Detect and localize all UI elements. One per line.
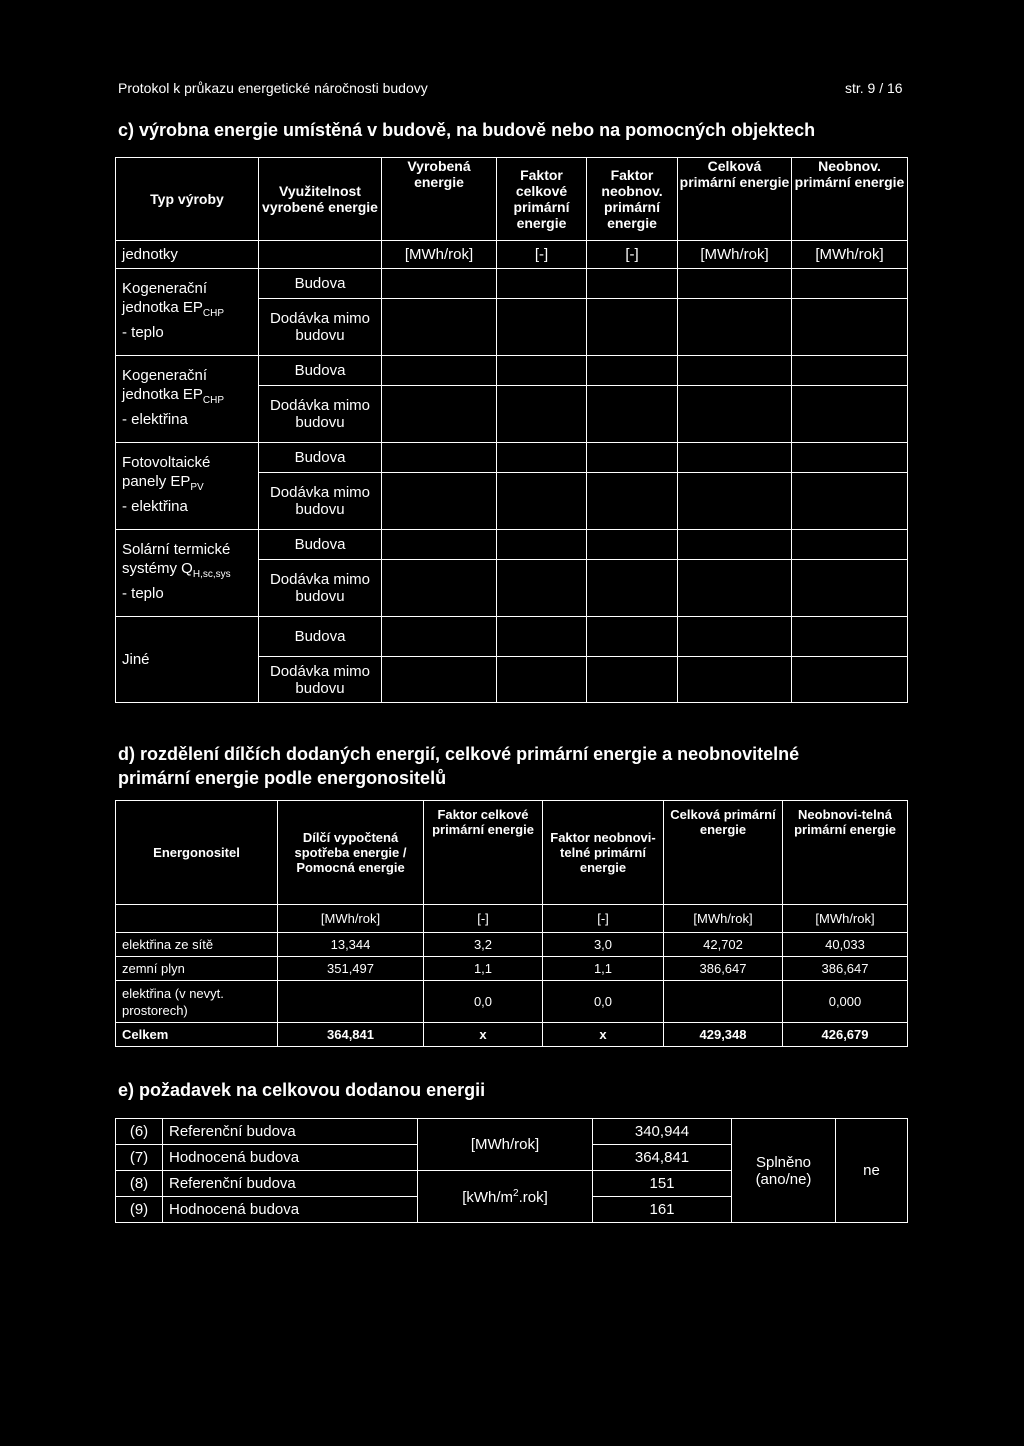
factor-total-value: 1,1 bbox=[424, 957, 543, 981]
type-line-1: Kogenerační bbox=[122, 280, 208, 297]
carrier-name: zemní plyn bbox=[116, 957, 278, 981]
col-factor-nonrenew: Faktor neobnov. primární energie bbox=[587, 158, 678, 241]
type-line-1: Fotovoltaické bbox=[122, 454, 211, 471]
col-nonrenew-primary: Neobnov. primární energie bbox=[792, 158, 908, 241]
unit-nonrenew-primary: [MWh/rok] bbox=[792, 241, 908, 269]
carrier-header-row bbox=[116, 801, 908, 905]
type-line-2: jednotka $EP_{CHP}$ bbox=[122, 386, 225, 406]
requirement-row bbox=[116, 1119, 908, 1145]
section-c-heading: c) výrobna energie umístěná v budově, na budově nebo na pomocných objektech bbox=[118, 120, 816, 140]
production-header-row bbox=[116, 158, 908, 241]
unit: [-] bbox=[424, 905, 543, 933]
production-type bbox=[116, 530, 259, 617]
units-row bbox=[116, 241, 908, 269]
row-label: Hodnocená budova bbox=[163, 1197, 418, 1223]
row-value: 151 bbox=[593, 1171, 732, 1197]
row-value: 161 bbox=[593, 1197, 732, 1223]
carrier-row bbox=[116, 981, 908, 1023]
sub-delivery: Dodávka mimo budovu bbox=[259, 299, 382, 356]
sub-building: Budova bbox=[259, 617, 382, 657]
unit: [-] bbox=[543, 905, 664, 933]
total-primary-total: 429,348 bbox=[664, 1023, 783, 1047]
row-label: Referenční budova bbox=[163, 1171, 418, 1197]
col-nonrenew-primary: Neobnovi-telná primární energie bbox=[783, 801, 908, 905]
sub-building: Budova bbox=[259, 443, 382, 473]
production-type bbox=[116, 269, 259, 356]
unit: [MWh/rok] bbox=[278, 905, 424, 933]
nonrenew-primary-value: 40,033 bbox=[783, 933, 908, 957]
production-type bbox=[116, 356, 259, 443]
unit-mwh: [MWh/rok] bbox=[418, 1119, 593, 1171]
sub-building: Budova bbox=[259, 356, 382, 386]
page-number: str. 9 / 16 bbox=[845, 80, 903, 96]
delivered-energy-requirement-table bbox=[115, 1118, 908, 1223]
row-number: (7) bbox=[116, 1145, 163, 1171]
type-line-3: - teplo bbox=[122, 585, 164, 602]
section-d-heading: d) rozdělení dílčích dodaných energií, celkové primární energie a neobnovitelné primární energie podle energonositelů bbox=[118, 744, 800, 788]
unit: [MWh/rok] bbox=[783, 905, 908, 933]
sub-building: Budova bbox=[259, 269, 382, 299]
unit-factor-total: [-] bbox=[497, 241, 587, 269]
production-table bbox=[115, 157, 908, 703]
total-primary-value: 42,702 bbox=[664, 933, 783, 957]
col-partial: Dílčí vypočtená spotřeba energie / Pomocná energie bbox=[278, 801, 424, 905]
sub-delivery: Dodávka mimo budovu bbox=[259, 473, 382, 530]
col-usability: Využitelnost vyrobené energie bbox=[259, 158, 382, 241]
carrier-units-row bbox=[116, 905, 908, 933]
col-factor-total: Faktor celkové primární energie bbox=[424, 801, 543, 905]
units-empty bbox=[259, 241, 382, 269]
carrier-total-row bbox=[116, 1023, 908, 1047]
protocol-title: Protokol k průkazu energetické náročnosti budovy bbox=[118, 80, 428, 96]
carrier-row bbox=[116, 933, 908, 957]
partial-value: 351,497 bbox=[278, 957, 424, 981]
col-factor-nonrenew: Faktor neobnovi-telné primární energie bbox=[543, 801, 664, 905]
col-factor-total: Faktor celkové primární energie bbox=[497, 158, 587, 241]
partial-total: 364,841 bbox=[278, 1023, 424, 1047]
row-label: Hodnocená budova bbox=[163, 1145, 418, 1171]
fulfilled-value: ne bbox=[836, 1119, 908, 1223]
carrier-name: elektřina ze sítě bbox=[116, 933, 278, 957]
production-row bbox=[116, 269, 908, 299]
type-line-3: - teplo bbox=[122, 324, 164, 341]
production-type bbox=[116, 443, 259, 530]
unit-kwh-m2: $[kWh/m^2.rok]$ bbox=[418, 1171, 593, 1223]
fulfilled-label: Splněno (ano/ne) bbox=[732, 1119, 836, 1223]
factor-nonrenew-value: 0,0 bbox=[543, 981, 664, 1023]
total-primary-value: 386,647 bbox=[664, 957, 783, 981]
total-primary-value bbox=[664, 981, 783, 1023]
col-produced: Vyrobená energie bbox=[382, 158, 497, 241]
col-total-primary: Celková primární energie bbox=[664, 801, 783, 905]
row-number: (6) bbox=[116, 1119, 163, 1145]
factor-total-value: 0,0 bbox=[424, 981, 543, 1023]
production-row bbox=[116, 530, 908, 560]
factor-total-value: 3,2 bbox=[424, 933, 543, 957]
type-line-2: panely $EP_{PV}$ bbox=[122, 473, 204, 493]
unit-total-primary: [MWh/rok] bbox=[678, 241, 792, 269]
type-line-2: jednotka $EP_{CHP}$ bbox=[122, 299, 225, 319]
nonrenew-primary-total: 426,679 bbox=[783, 1023, 908, 1047]
energy-carrier-table bbox=[115, 800, 908, 1047]
unit-produced: [MWh/rok] bbox=[382, 241, 497, 269]
unit: [MWh/rok] bbox=[664, 905, 783, 933]
sub-delivery: Dodávka mimo budovu bbox=[259, 657, 382, 703]
type-line-1: Jiné bbox=[122, 651, 150, 668]
factor-nonrenew-value: 3,0 bbox=[543, 933, 664, 957]
nonrenew-primary-value: 386,647 bbox=[783, 957, 908, 981]
sub-delivery: Dodávka mimo budovu bbox=[259, 560, 382, 617]
type-line-2: systémy $Q_{H,sc,sys}$ bbox=[122, 560, 231, 580]
row-value: 364,841 bbox=[593, 1145, 732, 1171]
carrier-name: elektřina (v nevyt. prostorech) bbox=[116, 981, 278, 1023]
row-number: (8) bbox=[116, 1171, 163, 1197]
row-label: Referenční budova bbox=[163, 1119, 418, 1145]
col-carrier: Energonositel bbox=[116, 801, 278, 905]
factor-nonrenew-value: 1,1 bbox=[543, 957, 664, 981]
type-line-3: - elektřina bbox=[122, 498, 188, 515]
unit-factor-nonrenew: [-] bbox=[587, 241, 678, 269]
section-e-heading: e) požadavek na celkovou dodanou energii bbox=[118, 1080, 486, 1100]
col-type: Typ výroby bbox=[116, 158, 259, 241]
factor-total-total: x bbox=[424, 1023, 543, 1047]
factor-nonrenew-total: x bbox=[543, 1023, 664, 1047]
total-label: Celkem bbox=[116, 1023, 278, 1047]
production-row bbox=[116, 443, 908, 473]
sub-building: Budova bbox=[259, 530, 382, 560]
production-type bbox=[116, 617, 259, 703]
row-number: (9) bbox=[116, 1197, 163, 1223]
carrier-row bbox=[116, 957, 908, 981]
col-total-primary: Celková primární energie bbox=[678, 158, 792, 241]
production-row bbox=[116, 617, 908, 657]
production-row bbox=[116, 356, 908, 386]
sub-delivery: Dodávka mimo budovu bbox=[259, 386, 382, 443]
type-line-1: Solární termické bbox=[122, 541, 231, 558]
partial-value: 13,344 bbox=[278, 933, 424, 957]
row-value: 340,944 bbox=[593, 1119, 732, 1145]
units-label: jednotky bbox=[116, 241, 259, 269]
nonrenew-primary-value: 0,000 bbox=[783, 981, 908, 1023]
type-line-3: - elektřina bbox=[122, 411, 188, 428]
type-line-1: Kogenerační bbox=[122, 367, 208, 384]
partial-value bbox=[278, 981, 424, 1023]
